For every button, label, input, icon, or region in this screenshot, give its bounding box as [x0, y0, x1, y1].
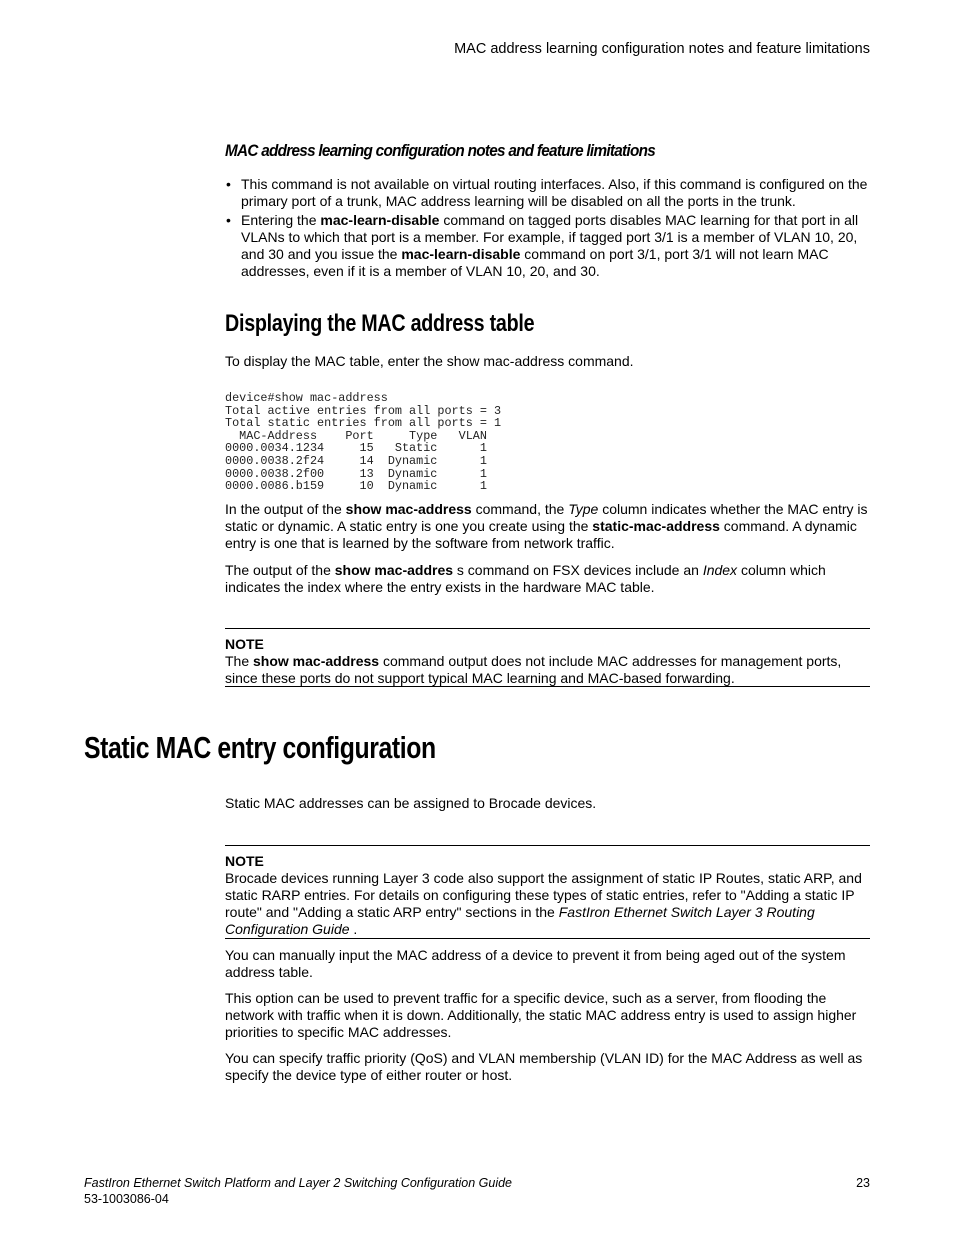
bold-command-text: mac-learn-disable — [401, 246, 521, 262]
note-box-management-ports — [225, 628, 870, 687]
text-segment: command output does not include MAC addresses for management ports, since these ports do not support typical MAC learning and MAC-based forwarding. — [225, 653, 842, 686]
running-header: MAC address learning configuration notes and feature limitations — [454, 41, 870, 57]
code-line: 0000.0034.1234 15 Static 1 — [225, 441, 487, 456]
bold-command-text: mac-learn-disable — [320, 212, 440, 228]
footer-left — [84, 1175, 512, 1207]
static-para-priority: This option can be used to prevent traffic for a specific device, such as a server, from flooding the network with traffic when it is down. Additionally, the static MAC address entry is used to assign higher priorities to specific MAC addresses. — [225, 990, 857, 1040]
italic-text: Index — [702, 562, 738, 578]
text-segment: column indicates whether the MAC entry is static or dynamic. A static entry is one you create using the — [225, 501, 868, 534]
section-title-display-mac: Displaying the MAC address table — [225, 310, 535, 337]
bullet-marker: • — [226, 176, 231, 192]
chapter-title-static-mac: Static MAC entry configuration — [84, 730, 436, 765]
code-line: 0000.0038.2f24 14 Dynamic 1 — [225, 453, 487, 468]
subsection-title: MAC address learning configuration notes and feature limitations — [225, 141, 655, 160]
limitations-list — [225, 176, 870, 280]
footer-guide-title: FastIron Ethernet Switch Platform and Layer 2 Switching Configuration Guide — [84, 1176, 512, 1190]
text-segment: s command on FSX devices include an — [453, 562, 703, 578]
code-line: MAC-Address Port Type VLAN — [225, 428, 487, 443]
list-item — [225, 176, 870, 210]
code-line: Total active entries from all ports = 3 — [225, 403, 502, 418]
text-segment: . — [349, 921, 358, 937]
fsx-index-explanation — [225, 562, 870, 596]
text-segment: command, the — [471, 501, 569, 517]
note-label: NOTE — [225, 853, 264, 869]
note-label: NOTE — [225, 636, 264, 652]
italic-text: Type — [568, 501, 599, 517]
bullet-text — [241, 212, 858, 279]
static-para-qos-vlan: You can specify traffic priority (QoS) and VLAN membership (VLAN ID) for the MAC Address as well as specify the device type of either router or host. — [225, 1050, 863, 1083]
code-line: 0000.0086.b159 10 Dynamic 1 — [225, 479, 487, 494]
text-segment: This command is not available on virtual routing interfaces. Also, if this command is configured on the primary port of a trunk, MAC address learning will be disabled on all the ports in the trunk. — [241, 176, 868, 209]
code-line: Total static entries from all ports = 1 — [225, 416, 502, 431]
static-para-aging: You can manually input the MAC address of a device to prevent it from being aged out of the system address table. — [225, 947, 846, 980]
note-box-layer3 — [225, 845, 870, 939]
bold-command-text: show mac-address — [345, 501, 472, 517]
code-line: device#show mac-address — [225, 391, 388, 405]
bold-command-text: show mac-addres — [334, 562, 454, 578]
bold-command-text: show mac-address — [253, 653, 380, 669]
footer-page-number: 23 — [856, 1176, 870, 1190]
text-segment: column which indicates the index where the entry exists in the hardware MAC table. — [225, 562, 826, 595]
text-segment: The — [225, 653, 254, 669]
cli-output — [225, 392, 501, 493]
text-segment: command. A dynamic entry is one that is learned by the software from network traffic. — [225, 518, 857, 551]
list-item — [225, 212, 870, 280]
output-explanation — [225, 501, 870, 552]
static-intro: Static MAC addresses can be assigned to Brocade devices. — [225, 795, 597, 811]
italic-text: FastIron Ethernet Switch Layer 3 Routing Configuration Guide — [225, 904, 815, 937]
bullet-text — [241, 176, 867, 209]
footer-doc-number: 53-1003086-04 — [84, 1192, 169, 1206]
display-intro: To display the MAC table, enter the show mac-address command. — [225, 353, 634, 369]
text-segment: command on tagged ports disables MAC learning for that port in all VLANs to which that port is a member. For example, if tagged port 3/1 is a member of VLAN 10, 20, and 30 and you issue the — [241, 212, 859, 262]
text-segment: Entering the — [241, 212, 321, 228]
text-segment: In the output of the — [225, 501, 346, 517]
limitations-list-container — [225, 176, 870, 282]
code-line: 0000.0038.2f00 13 Dynamic 1 — [225, 466, 487, 481]
note-text — [225, 870, 870, 938]
bullet-marker: • — [226, 212, 231, 228]
text-segment: command on port 3/1, port 3/1 will not learn MAC addresses, even if it is a member of VLAN 10, 20, and 30. — [241, 246, 829, 279]
note-text — [225, 653, 870, 687]
bold-command-text: static-mac-address — [592, 518, 720, 534]
text-segment: The output of the — [225, 562, 335, 578]
text-segment: Brocade devices running Layer 3 code also support the assignment of static IP Routes, static ARP, and static RARP entries. For details on configuring these types of static entries, refer to "Adding a static IP route" and "Adding a static ARP entry" sections in the — [225, 870, 862, 920]
